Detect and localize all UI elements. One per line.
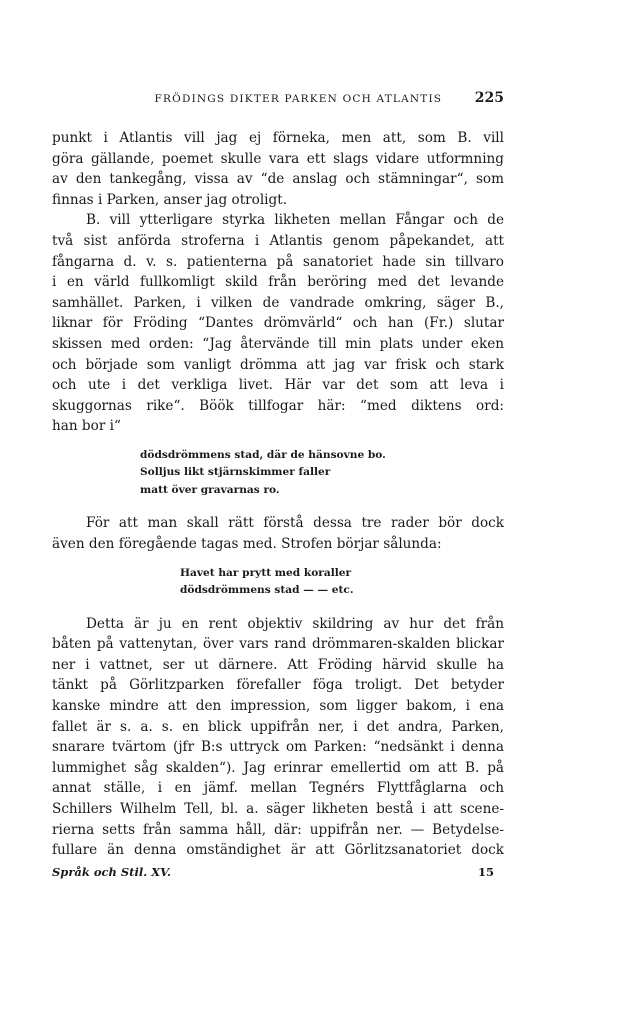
verse-quote-1: [52, 447, 504, 500]
text-line: liknar för Fröding “Dantes drömvärld“ och han (Fr.) slutar: [52, 315, 504, 332]
text-line: fullare än denna omständighet är att Görlitzsanatoriet dock: [52, 842, 504, 859]
text-line: och började som vanligt drömma att jag var frisk och stark: [52, 356, 504, 373]
text-line: skissen med orden: “Jag återvände till min plats under eken: [52, 335, 504, 352]
text-line: skuggornas rike“. Böök tillfogar här: “med diktens ord:: [52, 397, 504, 414]
text-line: av den tankegång, vissa av “de anslag och stämningar“, som: [52, 171, 504, 188]
text-line: rierna setts från samma håll, där: uppifrån ner. — Betydelse-: [52, 821, 504, 838]
verse-line: matt över gravarnas ro.: [140, 483, 280, 496]
text-line: B. vill ytterligare styrka likheten mellan Fångar och de: [86, 212, 504, 229]
text-line: tänkt på Görlitzparken förefaller föga troligt. Det betyder: [52, 677, 504, 694]
text-line: För att man skall rätt förstå dessa tre rader bör dock: [86, 515, 504, 532]
verse-line: dödsdrömmens stad, där de hänsovne bo.: [140, 448, 386, 461]
text-line: Schillers Wilhelm Tell, bl. a. säger likheten bestå i att scene-: [52, 800, 504, 817]
text-line: i en värld fullkomligt skild från beröring med det levande: [52, 274, 504, 291]
running-title: FRÖDINGS DIKTER PARKEN OCH ATLANTIS: [154, 93, 443, 105]
paragraph-2: [52, 210, 504, 437]
text-line: han bor i“: [52, 418, 121, 435]
signature-mark: 15: [477, 864, 494, 879]
text-line: lummighet såg skalden“). Jag erinrar emellertid om att B. på: [52, 759, 504, 776]
text-line: Detta är ju en rent objektiv skildring av hur det från: [86, 615, 504, 632]
paragraph-4: [52, 614, 504, 861]
text-line: snarare tvärtom (jfr B:s uttryck om Parken: “nedsänkt i denna: [52, 739, 504, 756]
verse-line: Havet har prytt med koraller: [180, 566, 352, 579]
verse-line: Solljus likt stjärnskimmer faller: [140, 466, 331, 479]
text-line: finnas i Parken, anser jag otroligt.: [52, 191, 288, 208]
verse-line: dödsdrömmens stad — — etc.: [180, 584, 354, 597]
paragraph-1: [52, 128, 504, 210]
body-text: [52, 128, 504, 861]
page: [52, 90, 504, 879]
text-line: två sist anförda stroferna i Atlantis genom påpekandet, att: [52, 232, 504, 249]
journal-title: Språk och Stil. XV.: [52, 864, 172, 879]
page-footer: [52, 865, 504, 879]
text-line: och ute i det verkliga livet. Här var det som att leva i: [52, 377, 504, 394]
text-line: kanske mindre att den impression, som ligger bakom, i ena: [52, 697, 504, 714]
text-line: även den föregående tagas med. Strofen börjar sålunda:: [52, 536, 442, 552]
text-line: fallet är s. a. s. en blick uppifrån ner, i det andra, Parken,: [52, 718, 504, 735]
verse-quote-2: [52, 565, 504, 600]
text-line: ner i vattnet, ser ut därnere. Att Fröding härvid skulle ha: [52, 656, 504, 673]
paragraph-3: [52, 513, 504, 554]
text-line: annat ställe, i en jämf. mellan Tegnérs Flyttfåglarna och: [52, 780, 504, 797]
text-line: båten på vattenytan, över vars rand drömmaren-skalden blickar: [52, 636, 504, 653]
text-line: samhället. Parken, i vilken de vandrade omkring, säger B.,: [52, 294, 504, 311]
page-number: 225: [474, 90, 504, 106]
running-header: [52, 90, 504, 116]
text-line: göra gällande, poemet skulle vara ett slags vidare utformning: [52, 150, 504, 167]
text-line: punkt i Atlantis vill jag ej förneka, men att, som B. vill: [52, 130, 504, 146]
text-line: fångarna d. v. s. patienterna på sanatoriet hade sin tillvaro: [52, 253, 504, 270]
